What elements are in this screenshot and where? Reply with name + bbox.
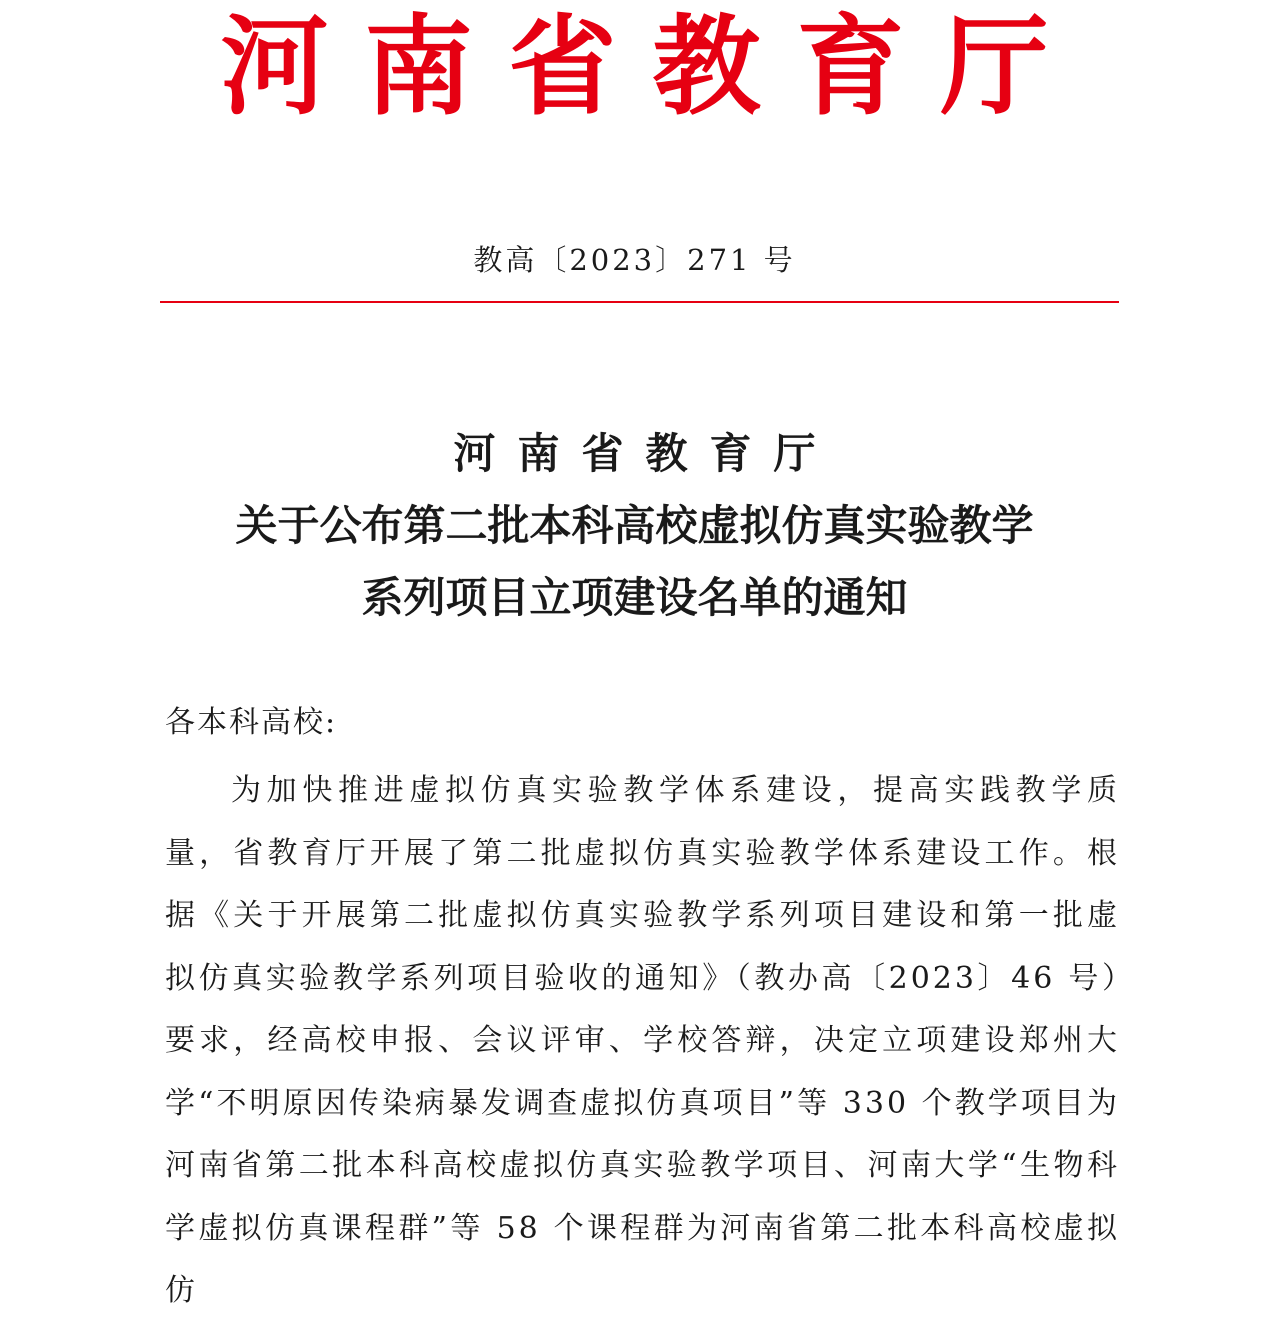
document-number: 教高〔2023〕271 号 bbox=[473, 243, 796, 277]
title-line-1: 关于公布第二批本科高校虚拟仿真实验教学 bbox=[235, 501, 1034, 550]
document-title bbox=[0, 418, 1269, 634]
red-divider-line bbox=[160, 301, 1119, 303]
title-line-2: 系列项目立项建设名单的通知 bbox=[361, 573, 908, 622]
issuing-authority-header: 河南省教育厅 bbox=[220, 4, 1085, 130]
body-paragraph: 为加快推进虚拟仿真实验教学体系建设，提高实践教学质量，省教育厅开展了第二批虚拟仿真实验教学体系建设工作。根据《关于开展第二批虚拟仿真实验教学系列项目建设和第一批虚拟仿真实验教学系列项目验收的通知》（教办高〔2023〕46 号）要求，经高校申报、会议评审、学校答辩，决定立项建设郑州大学“不明原因传染病暴发调查虚拟仿真项目”等 330 个教学项目为河南省第二批本科高校虚拟仿真实验教学项目、河南大学“生物科学虚拟仿真课程群”等 58 个课程群为河南省第二批本科高校虚拟仿 bbox=[165, 773, 1120, 1308]
title-org-line: 河南省教育厅 bbox=[453, 429, 838, 478]
addressee: 各本科高校: bbox=[165, 705, 338, 740]
